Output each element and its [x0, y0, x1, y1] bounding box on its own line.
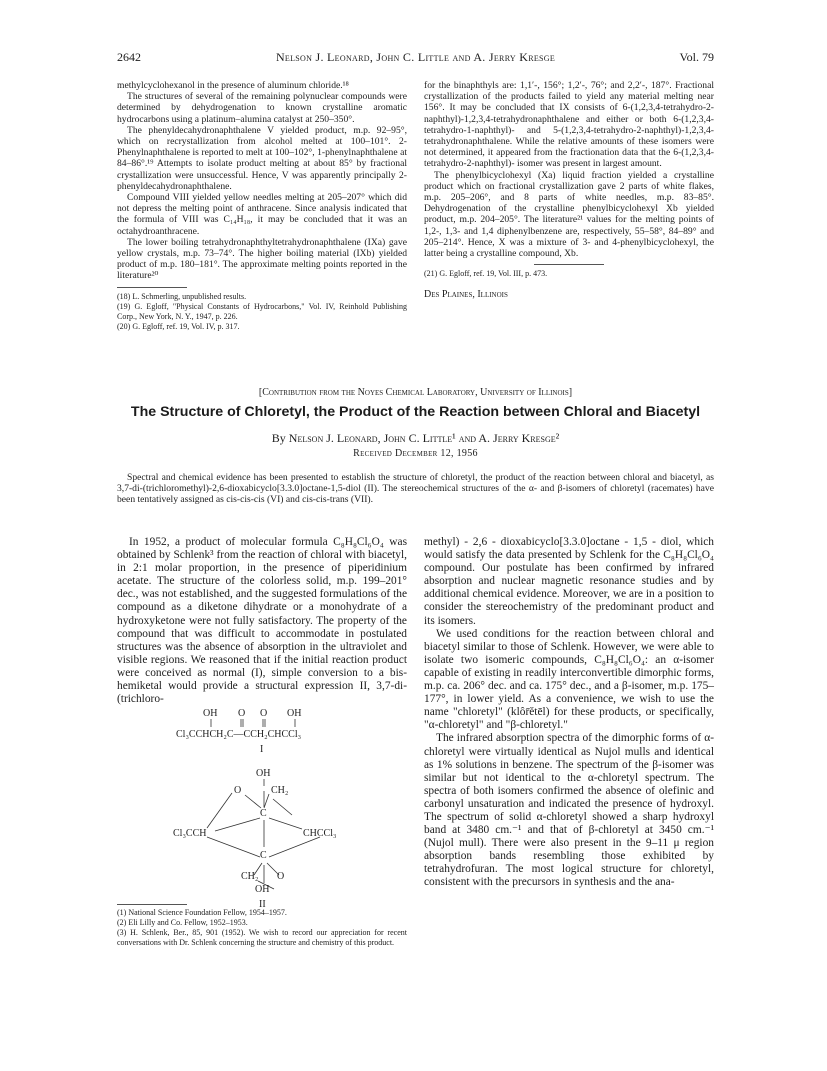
paragraph: The lower boiling tetrahydronaphthyltetrahydronaphthalene (IXa) gave yellow crystals, m.p. 73–74°. The higher boiling material (IXb) yielded product of m.p. 180–181°. The approximate melting points reported in the literature²⁰: [117, 236, 407, 282]
formula-i-chain: Cl₃CCHCH₂C—CCH₂CHCCl₃: [176, 729, 302, 741]
formula-ii-left-group: Cl₃CCH: [173, 828, 207, 840]
article-right-column: [424, 536, 714, 890]
paragraph: We used conditions for the reaction between chloral and biacetyl similar to those of Schlenk. However, we were able to isolate two isomeric compounds, C₈H₈Cl₆O₄: an α-isomer capable of existing in readily interconvertible dimorphic forms, m.p. ca. 206° dec. and ca. 175° dec., and a β-isomer, m.p. 175–177°, in lower yield. As a convenience, we wish to use the name "chloretyl" (klôr̄ĕtēl) for these products, or specifically, "α-chloretyl" and "β-chloretyl.": [424, 627, 714, 732]
paragraph: for the binaphthyls are: 1,1′-, 156°; 1,2′-, 76°; and 2,2′-, 187°. Fractional crystallization of the products failed to yield any material melting near 156°. It may be concluded that IX consists of 6-(1,2,3,4-tetrahydro-2-naphthyl)-1,2,3,4-tetrahydronaphthalene and either or both 6-(1,2,3,4-tetrahydro-1-naphthyl)- and 5-(1,2,3,4-tetrahydro-2-naphthyl)-1,2,3,4-tetrahydronaphthalene. While the relative amounts of these isomers were not determined, it appeared from the fractionation data that the 6-(1,2,3,4-tetrahydro-2-naphthyl)- isomer was present in largest amount.: [424, 80, 714, 170]
footnote: (1) National Science Foundation Fellow, 1954–1957.: [117, 908, 287, 917]
formula-ii-oh: OH: [255, 884, 270, 896]
formula-i-oh: OH: [287, 708, 302, 720]
authors: Nelson J. Leonard, John C. Little¹ and A. Jerry Kresge²: [288, 431, 560, 445]
footnote-rule: [117, 287, 187, 288]
formula-ii-label: II: [259, 899, 266, 911]
contribution-line: [Contribution from the Noyes Chemical Laboratory, University of Illinois]: [258, 387, 573, 398]
previous-article-left-column: [117, 80, 407, 332]
formula-i-label: I: [260, 744, 264, 756]
formula-ii-o: O: [234, 785, 242, 797]
abstract-text: Spectral and chemical evidence has been presented to establish the structure of chloretyl, the product of the reaction between chloral and biacetyl, as 3,7-di-(trichloromethyl)-2,6-dioxabicyclo[3.3.0]octane-1,5-diol (II). The stereochemical structures of the α- and β-isomers of chloretyl (racemates) have been tentatively assigned as cis-cis-cis (VI) and cis-cis-trans (VII).: [117, 472, 714, 506]
formula-ii-right-group: CHCCl₃: [303, 828, 337, 840]
footnote: (19) G. Egloff, "Physical Constants of Hydrocarbons," Vol. IV, Reinhold Publishing Corp., New York, N. Y., 1947, p. 226.: [117, 301, 407, 321]
paragraph: The phenylbicyclohexyl (Xa) liquid fraction yielded a crystalline product which on fractional crystallization gave 2 parts of white flakes, m.p. 205–206°, and 8 parts of white needles, m.p. 83–85°. Dehydrogenation of the crystalline phenylbicyclohexyl Xb yielded product, m.p. 204–205°. The literature²¹ values for the melting points of 1,2-, 1,3- and 1,4 diphenylbenzene are, respectively, 55–58°, 84–89° and 205–214°. Hence, X was a mixture of 3- and 4-phenylbicyclohexyl, the latter being a crystalline compound, Xb.: [424, 169, 714, 260]
volume-number: Vol. 79: [679, 50, 714, 64]
received-date: Received December 12, 1956: [353, 448, 478, 459]
article-title: The Structure of Chloretyl, the Product of the Reaction between Chloral and Biacetyl: [130, 404, 701, 420]
footnote: (21) G. Egloff, ref. 19, Vol. III, p. 473.: [424, 269, 548, 279]
paragraph: Compound VIII yielded yellow needles melting at 205–207° which did not depress the melting point of anthracene. Since analysis indicated that the formula of VIII was C₁₄H₁₈, it may be concluded that it was an octahydroanthracene.: [117, 192, 407, 237]
formula-i-oh: OH: [203, 708, 218, 720]
paragraph: methyl) - 2,6 - dioxabicyclo[3.3.0]octane - 1,5 - diol, which would satisfy the data presented by Schlenk for the C₈H₈Cl₆O₄ compound. Our postulate has been confirmed by infrared absorption and nuclear magnetic resonance studies and by additional chemical evidence. Moreover, we are in a position to consider the stereochemistry of the predominant product and its isomers.: [424, 536, 714, 627]
running-header: [117, 50, 714, 66]
paragraph: In 1952, a product of molecular formula C₈H₈Cl₆O₄ was obtained by Schlenk³ from the reaction of chloral with biacetyl, in 2:1 molar proportion, in the presence of piperidinium acetate. The structure of the colorless solid, m.p. 199–201° dec., was not established, and the suggested formulations of the compound as a diketone dihydrate or a monohydrate of a hydroxyketone were not fully satisfactory. The property of the compound that was difficult to accommodate in postulated structures was the absence of absorption in the ultraviolet and visible regions. We reasoned that if the initial reaction product were conceived as normal (I), simple conversion to a bis-hemiketal would provide a structural expression II, 3,7-di-(trichloro-: [117, 536, 407, 706]
page-number: 2642: [117, 50, 141, 64]
abstract: [117, 472, 714, 506]
footnote-rule: [534, 264, 604, 265]
formula-ii-ch2: CH₂: [271, 785, 289, 797]
formula-ii-o: O: [277, 871, 285, 883]
footnote-rule: [117, 904, 187, 905]
formula-ii-oh: OH: [256, 768, 271, 780]
paragraph: The infrared absorption spectra of the dimorphic forms of α-chloretyl were virtually identical as Nujol mulls and identical as 1% solutions in benzene. The spectrum of the β-isomer was similar but not identical to the α-chloretyl spectrum. The spectra of both isomers confirmed the absence of olefinic and carbonyl unsaturation and indicated the presence of hydroxyl. The spectrum of solid α-chloretyl showed a sharp hydroxyl band at 3480 cm.⁻¹ and that of β-chloretyl at 3450 cm.⁻¹ (Nujol mull). There were also present in the 9–11 μ region absorption bands resembling those exhibited by tetrahydrofuran. The most logical structure for chloretyl, consistent with the precursors in synthesis and the ana-: [424, 732, 714, 889]
footnote: (20) G. Egloff, ref. 19, Vol. IV, p. 317.: [117, 321, 240, 331]
location: Des Plaines, Illinois: [424, 289, 508, 301]
byline: [117, 431, 714, 446]
footnote: (3) H. Schlenk, Ber., 85, 901 (1952). We wish to record our appreciation for recent conversations with Dr. Schlenk concerning the structure and chemistry of this product.: [117, 928, 407, 947]
formula-ii-c: C: [260, 850, 267, 862]
formula-ii-c: C: [260, 808, 267, 820]
formula-i-o: O: [238, 708, 246, 720]
formula-ii-ch2: CH₂: [241, 871, 259, 883]
paragraph: The structures of several of the remaining polynuclear compounds were determined by dehydrogenation to known crystalline aromatic hydrocarbons using a platinum–alumina catalyst at 250–350°.: [117, 91, 407, 125]
footnotes: [424, 269, 714, 279]
footnotes: [117, 292, 407, 332]
running-title: Nelson J. Leonard, John C. Little and A. Jerry Kresge: [275, 50, 556, 64]
previous-article-right-column: [424, 80, 714, 300]
article-left-column: [117, 536, 407, 943]
article-footnotes: [117, 904, 407, 948]
footnote: (18) L. Schmerling, unpublished results.: [117, 291, 247, 301]
formula-i-o: O: [260, 708, 268, 720]
footnote: (2) Eli Lilly and Co. Fellow, 1952–1953.: [117, 918, 248, 927]
paragraph: The phenyldecahydronaphthalene V yielded product, m.p. 92–95°, which on recrystallization from alcohol melted at 100–101°. 2-Phenylnaphthalene is reported to melt at 100–102°, 1-phenylnaphthalene at 84–86°.¹⁹ Attempts to isolate product melting at about 85° by fractional crystallization were unsuccessful. Hence, V was apparently principally 2-phenyldecahydronaphthalene.: [117, 124, 407, 192]
byline-prefix: By: [271, 431, 286, 445]
paragraph: methylcyclohexanol in the presence of aluminum chloride.¹⁸: [117, 80, 349, 91]
